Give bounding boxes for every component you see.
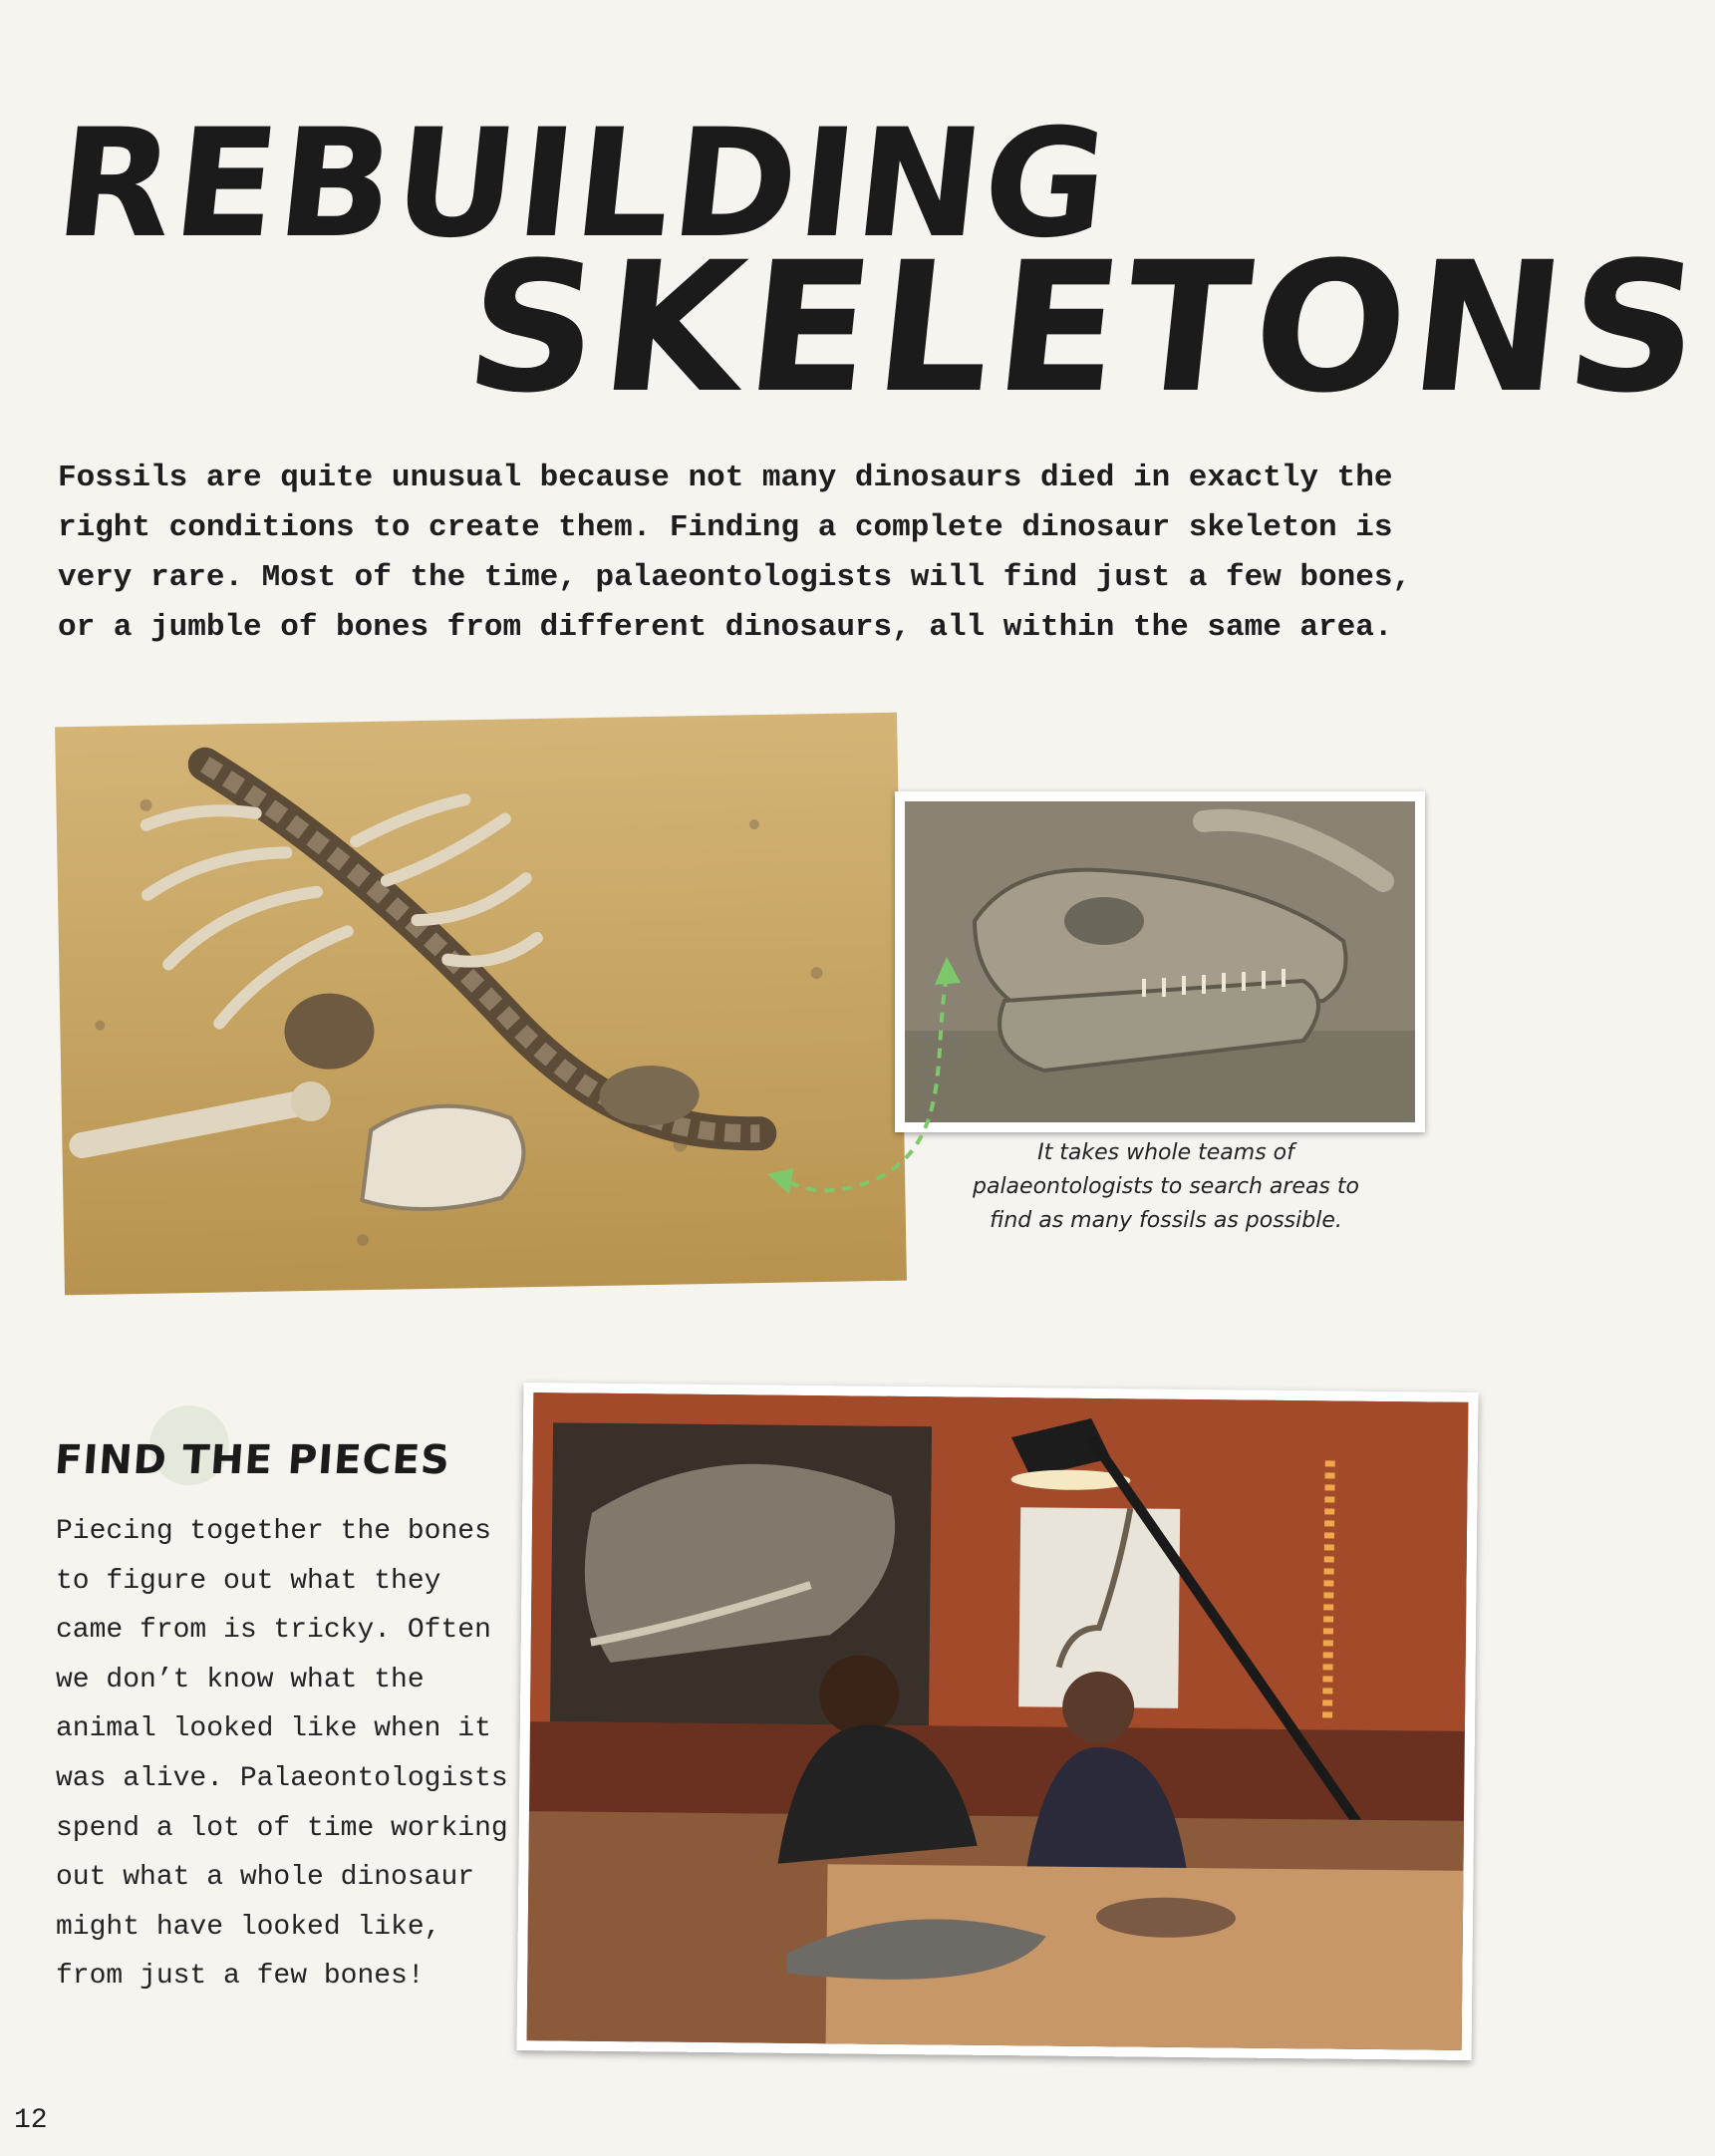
title-line-2: SKELETONS (457, 224, 1715, 433)
section-heading: FIND THE PIECES (53, 1437, 452, 1483)
fossil-lab-photo (517, 1383, 1479, 2060)
title-line-1: REBUILDING (48, 98, 1118, 271)
page-number: 12 (14, 2105, 48, 2136)
dashed-arrow-icon (757, 937, 987, 1266)
intro-paragraph: Fossils are quite unusual because not many dinosaurs died in exactly the right conditions to create them. Finding a complete dinosaur skeleton is very rare. Most of the time, palaeontologists will find just a few bones, or a jumble of bones from different dinosaurs, all within the same area. (58, 461, 1412, 645)
photo-caption: It takes whole teams of palaeontologists to search areas to find as many fossils as possible. (973, 1140, 1359, 1233)
section-body: Piecing together the bones to figure out what they came from is tricky. Often we don’t know what the animal looked like when it was alive. Palaeontologists spend a lot of time working out what a whole dinosaur might have looked like, from just a few bones! (56, 1516, 508, 1993)
